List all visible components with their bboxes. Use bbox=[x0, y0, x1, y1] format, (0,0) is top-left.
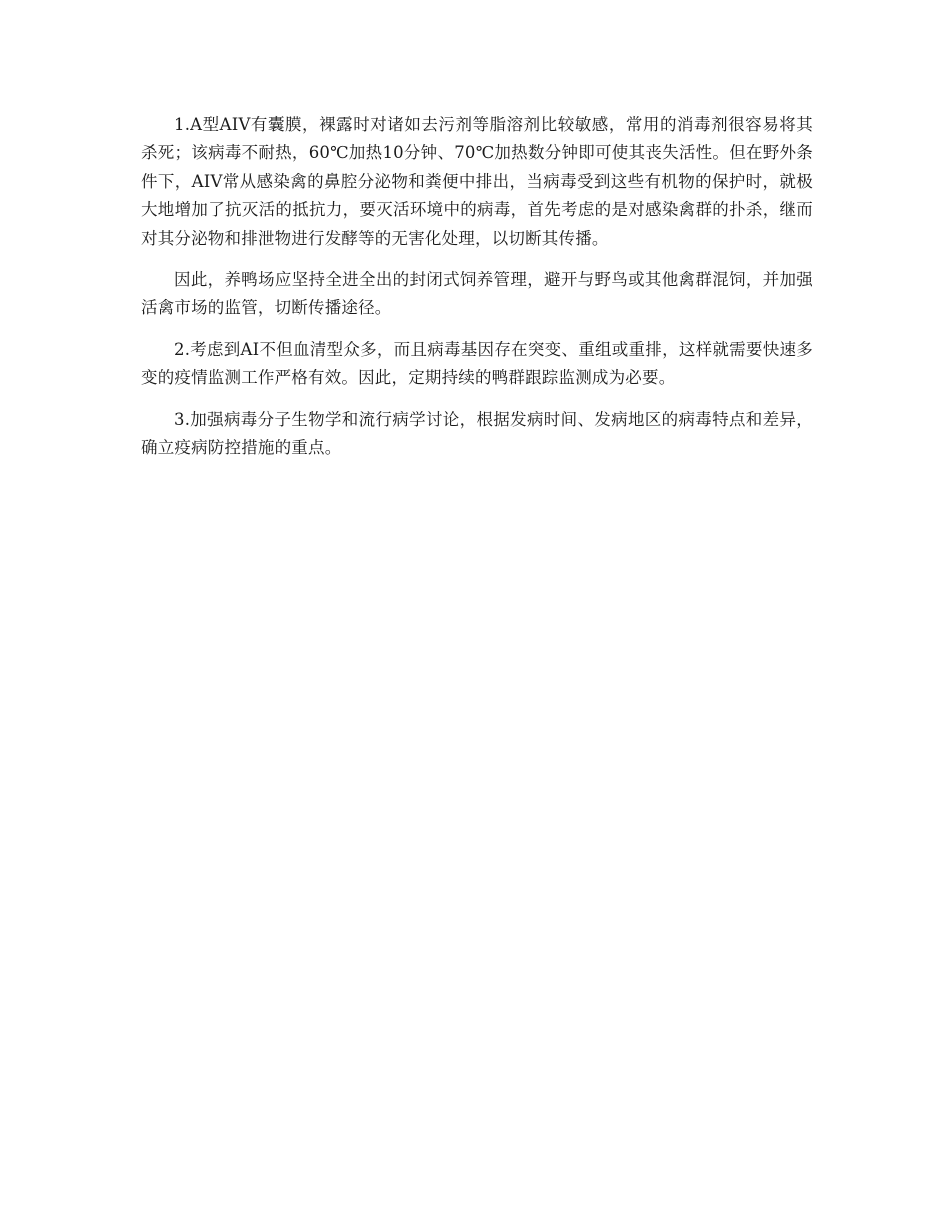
paragraph-2: 因此，养鸭场应坚持全进全出的封闭式饲养管理，避开与野鸟或其他禽群混饲，并加强活禽市场的监管，切断传播途径。 bbox=[141, 270, 813, 318]
paragraph-1: 1.A型AIV有囊膜，裸露时对诸如去污剂等脂溶剂比较敏感，常用的消毒剂很容易将其杀死；该病毒不耐热，60℃加热10分钟、70℃加热数分钟即可使其丧失活性。但在野外条件下，AIV常从感染禽的鼻腔分泌物和粪便中排出，当病毒受到这些有机物的保护时，就极大地增加了抗灭活的抵抗力，要灭活环境中的病毒，首先考虑的是对感染禽群的扑杀，继而对其分泌物和排泄物进行发酵等的无害化处理，以切断其传播。 bbox=[141, 115, 813, 248]
document-body bbox=[141, 111, 813, 462]
paragraph-3: 2.考虑到AI不但血清型众多，而且病毒基因存在突变、重组或重排，这样就需要快速多变的疫情监测工作严格有效。因此，定期持续的鸭群跟踪监测成为必要。 bbox=[141, 339, 813, 388]
paragraph-4: 3.加强病毒分子生物学和流行病学讨论，根据发病时间、发病地区的病毒特点和差异，确立疫病防控措施的重点。 bbox=[141, 409, 813, 458]
